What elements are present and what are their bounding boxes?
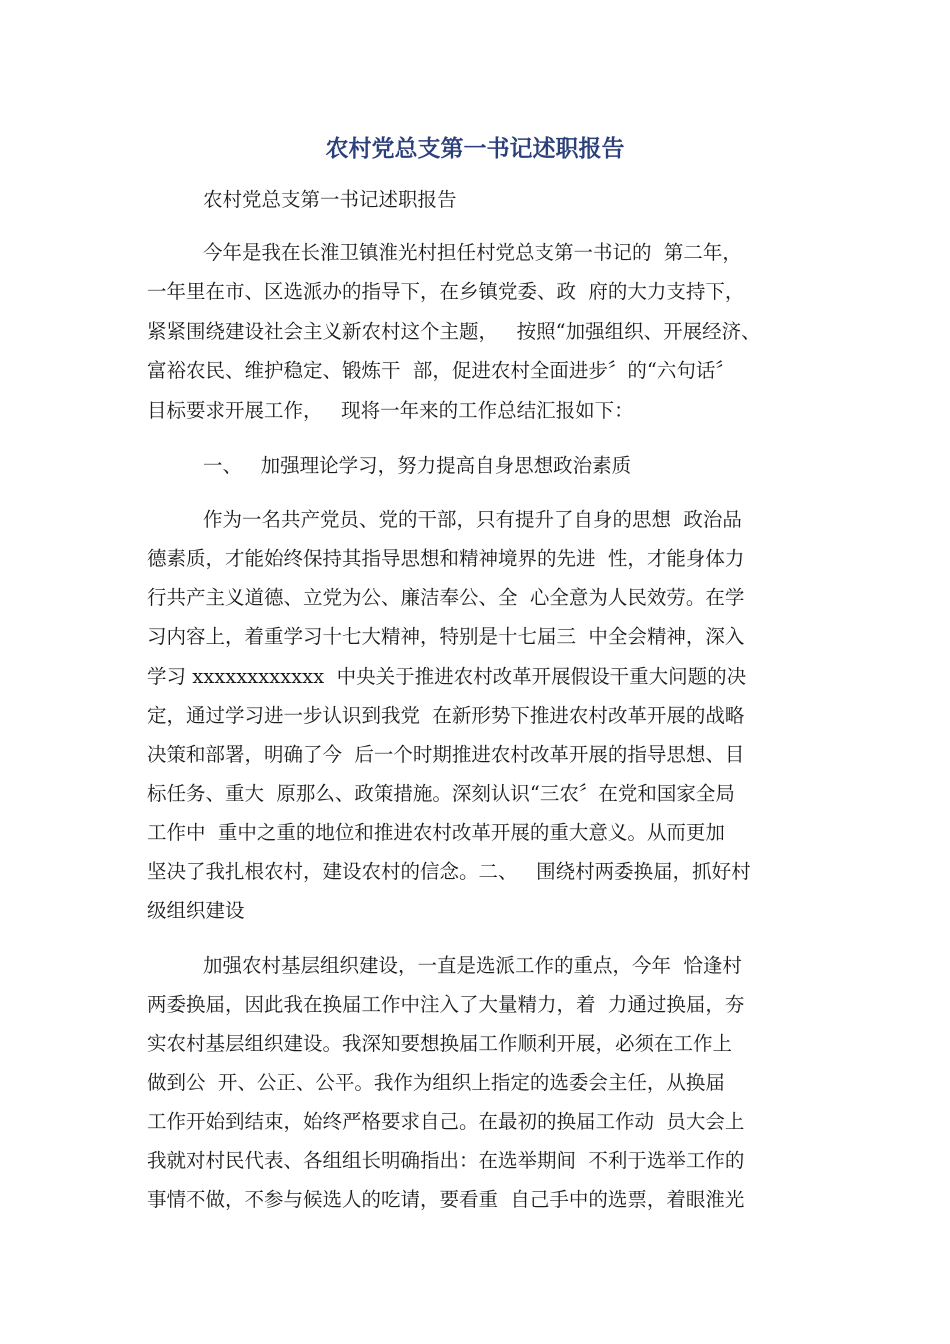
paragraph-line: 做到公 开、公正、公平。我作为组织上指定的选委会主任，从换届 xyxy=(147,1071,725,1094)
paragraph-line: 紧紧围绕建设社会主义新农村这个主题， 按照“加强组织、开展经济、 xyxy=(147,320,761,343)
paragraph-line: 坚决了我扎根农村，建设农村的信念。二、 围绕村两委换届，抓好村 xyxy=(147,860,751,883)
paragraph-line: 作为一名共产党员、党的干部，只有提升了自身的思想 政治品 xyxy=(203,508,742,531)
paragraph-line: 两委换届，因此我在换届工作中注入了大量精力，着 力通过换届，夯 xyxy=(147,993,745,1016)
paragraph-line: 定，通过学习进一步认识到我党 在新形势下推进农村改革开展的战略 xyxy=(147,704,745,727)
paragraph-line: 事情不做，不参与候选人的吃请，要看重 自己手中的选票，着眼淮光 xyxy=(147,1188,745,1211)
paragraph-line: 我就对村民代表、各组组长明确指出：在选举期间 不利于选举工作的 xyxy=(147,1149,745,1172)
paragraph-line: 工作中 重中之重的地位和推进农村改革开展的重大意义。从而更加 xyxy=(147,821,725,844)
paragraph-line: 目标要求开展工作， 现将一年来的工作总结汇报如下： xyxy=(147,399,634,422)
paragraph-line: 习内容上，着重学习十七大精神，特别是十七届三 中全会精神，深入 xyxy=(147,625,745,648)
paragraph-line: 决策和部署，明确了今 后一个时期推进农村改革开展的指导思想、目 xyxy=(147,743,745,766)
paragraph-line: 加强农村基层组织建设，一直是选派工作的重点，今年 恰逢村 xyxy=(203,954,742,977)
document-title: 农村党总支第一书记述职报告 xyxy=(325,136,625,162)
subtitle-line: 农村党总支第一书记述职报告 xyxy=(203,188,457,211)
paragraph-line: 工作开始到结束，始终严格要求自己。在最初的换届工作动 员大会上 xyxy=(147,1110,745,1133)
paragraph-line: 富裕农民、维护稳定、锻炼干 部，促进农村全面进步〞的“六句话〞 xyxy=(147,359,735,382)
paragraph-line: 实农村基层组织建设。我深知要想换届工作顺利开展，必须在工作上 xyxy=(147,1032,733,1055)
paragraph-line: 今年是我在长淮卫镇淮光村担任村党总支第一书记的 第二年， xyxy=(203,241,742,264)
paragraph-line: 学习 xxxxxxxxxxxx 中央关于推进农村改革开展假设干重大问题的决 xyxy=(147,665,747,688)
paragraph-line: 德素质，才能始终保持其指导思想和精神境界的先进 性，才能身体力 xyxy=(147,547,745,570)
paragraph-line: 标任务、重大 原那么、政策措施。深刻认识“三农〞在党和国家全局 xyxy=(147,782,735,805)
paragraph-line: 一年里在市、区选派办的指导下，在乡镇党委、政 府的大力支持下， xyxy=(147,280,745,303)
paragraph-line: 行共产主义道德、立党为公、廉洁奉公、全 心全意为人民效劳。在学 xyxy=(147,586,745,609)
paragraph-line: 级组织建设 xyxy=(147,899,245,922)
section-heading: 一、 加强理论学习，努力提高自身思想政治素质 xyxy=(203,454,632,477)
